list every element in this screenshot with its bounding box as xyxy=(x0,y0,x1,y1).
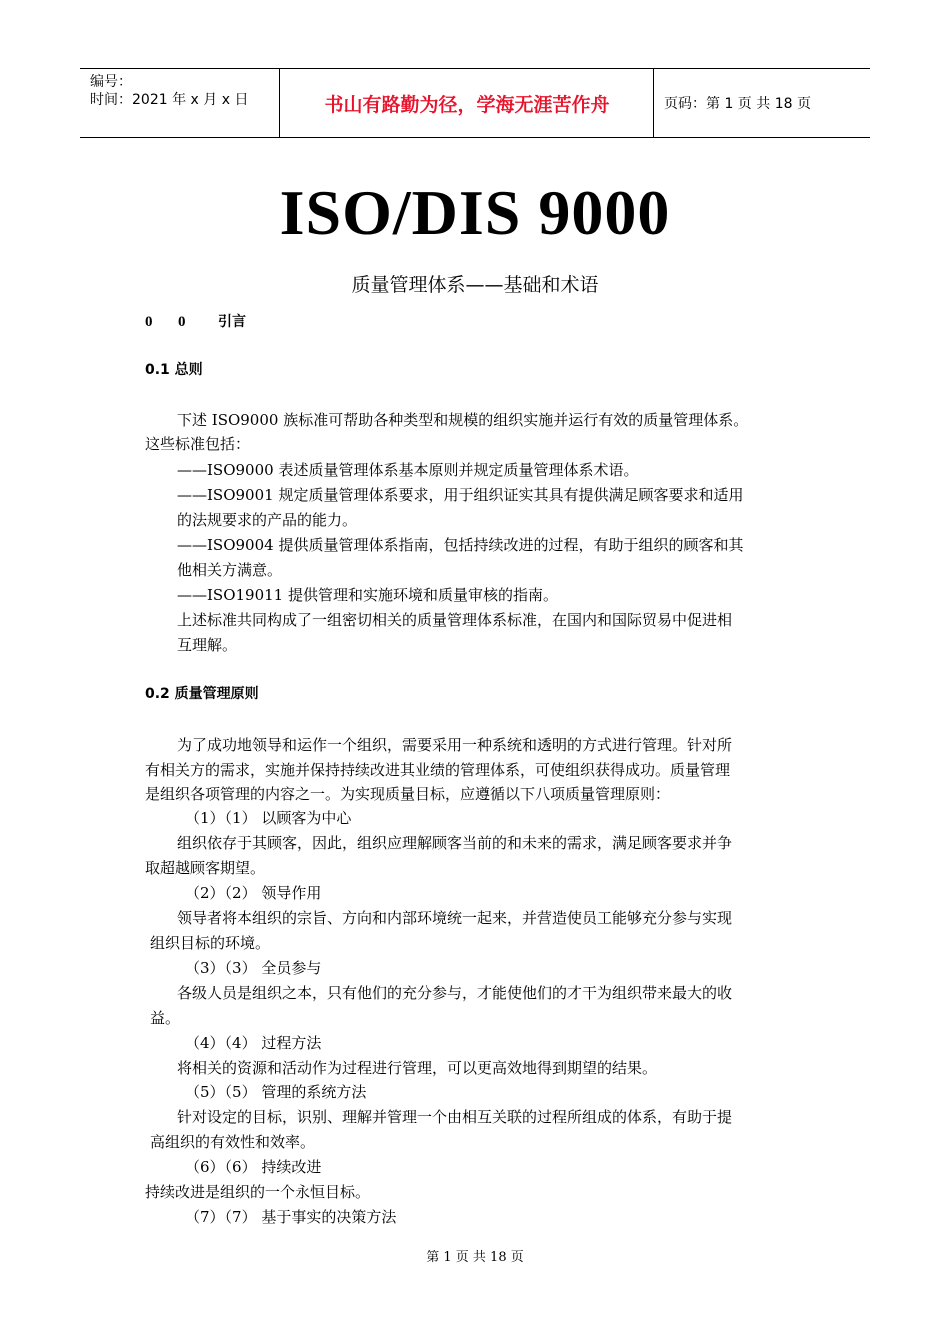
principle-heading: （2）（2） 领导作用 xyxy=(185,884,322,902)
body-line: 为了成功地领导和运作一个组织，需要采用一种系统和透明的方式进行管理。针对所 xyxy=(177,736,733,754)
section-0-number: 0 xyxy=(145,314,153,330)
body-line: 下述 ISO9000 族标准可帮助各种类型和规模的组织实施并运行有效的质量管理体系。 xyxy=(177,411,749,429)
doc-date: 时间：2021 年 x 月 x 日 xyxy=(90,92,249,108)
body-line: 是组织各项管理的内容之一。为实现质量目标，应遵循以下八项质量管理原则： xyxy=(145,785,671,803)
section-0-subnumber: 0 xyxy=(178,314,186,330)
body-line: 益。 xyxy=(150,1009,181,1027)
document-title: ISO/DIS 9000 xyxy=(279,177,671,248)
list-item: ——ISO9001 规定质量管理体系要求，用于组织证实其具有提供满足顾客要求和适用 xyxy=(177,486,744,504)
document-subtitle: 质量管理体系——基础和术语 xyxy=(351,274,599,296)
body-line: 组织依存于其顾客，因此，组织应理解顾客当前的和未来的需求，满足顾客要求并争 xyxy=(177,834,733,852)
body-line: 互理解。 xyxy=(177,636,238,654)
section-0-2-heading: 0.2 质量管理原则 xyxy=(145,686,259,702)
header-motto: 书山有路勤为径，学海无涯苦作舟 xyxy=(281,69,654,137)
principle-heading: （3）（3） 全员参与 xyxy=(185,959,322,977)
body-line: 有相关方的需求，实施并保持持续改进其业绩的管理体系，可使组织获得成功。质量管理 xyxy=(145,761,731,779)
page-footer: 第 1 页 共 18 页 xyxy=(426,1250,524,1265)
principle-heading: （6）（6） 持续改进 xyxy=(185,1158,322,1176)
body-line: 高组织的有效性和效率。 xyxy=(150,1133,316,1151)
body-line: 各级人员是组织之本，只有他们的充分参与，才能使他们的才干为组织带来最大的收 xyxy=(177,984,733,1002)
list-item-cont: 的法规要求的产品的能力。 xyxy=(177,511,358,529)
principle-heading: （5）（5） 管理的系统方法 xyxy=(185,1083,367,1101)
section-0-1-heading: 0.1 总则 xyxy=(145,362,203,378)
doc-number-label: 编号： xyxy=(90,74,132,90)
body-line: 持续改进是组织的一个永恒目标。 xyxy=(145,1183,371,1201)
header-meta-cell xyxy=(80,69,280,137)
body-line: 组织目标的环境。 xyxy=(150,934,271,952)
section-0-heading: 引言 xyxy=(218,314,246,330)
list-item: ——ISO19011 提供管理和实施环境和质量审核的指南。 xyxy=(177,586,558,604)
body-line: 这些标准包括： xyxy=(145,435,251,453)
principle-heading: （7）（7） 基于事实的决策方法 xyxy=(185,1208,397,1226)
header-table xyxy=(80,68,870,138)
body-line: 上述标准共同构成了一组密切相关的质量管理体系标准，在国内和国际贸易中促进相 xyxy=(177,611,733,629)
body-line: 针对设定的目标，识别、理解并管理一个由相互关联的过程所组成的体系，有助于提 xyxy=(177,1108,733,1126)
body-line: 将相关的资源和活动作为过程进行管理，可以更高效地得到期望的结果。 xyxy=(177,1059,658,1077)
list-item: ——ISO9000 表述质量管理体系基本原则并规定质量管理体系术语。 xyxy=(177,461,639,479)
principle-heading: （1）（1） 以顾客为中心 xyxy=(185,809,352,827)
body-line: 领导者将本组织的宗旨、方向和内部环境统一起来，并营造使员工能够充分参与实现 xyxy=(177,909,733,927)
list-item: ——ISO9004 提供质量管理体系指南，包括持续改进的过程，有助于组织的顾客和其 xyxy=(177,536,744,554)
body-line: 取超越顾客期望。 xyxy=(145,859,266,877)
list-item-cont: 他相关方满意。 xyxy=(177,561,283,579)
principle-heading: （4）（4） 过程方法 xyxy=(185,1034,322,1052)
header-page-info: 页码：第 1 页 共 18 页 xyxy=(664,96,811,112)
